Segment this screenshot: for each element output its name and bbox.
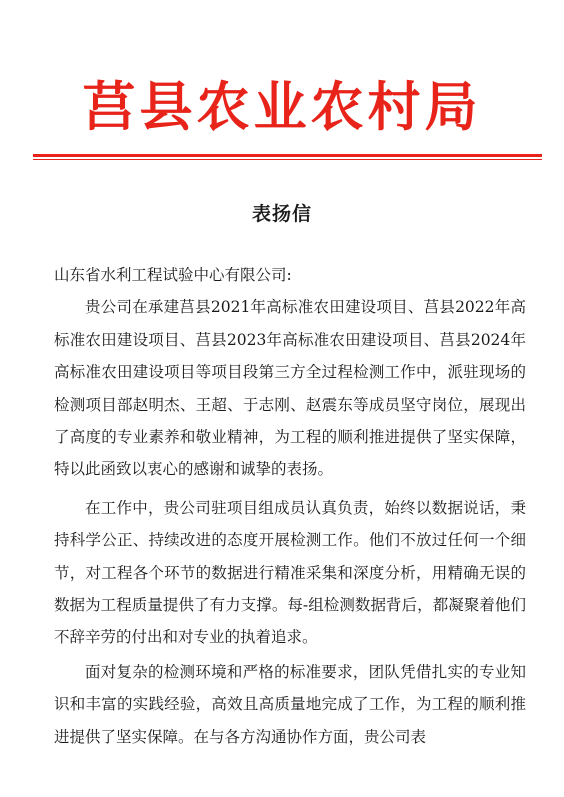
letter-body bbox=[54, 259, 526, 753]
letterhead-red-rule-thin bbox=[33, 159, 542, 160]
body-paragraph: 在工作中，贵公司驻项目组成员认真负责，始终以数据说话，秉持科学公正、持续改进的态度开展检测工作。他们不放过任何一个细节，对工程各个环节的数据进行精准采集和深度分析，用精确无误的数据为工程质量提供了有力支撑。每-组检测数据背后，都凝聚着他们不辞辛劳的付出和对专业的执着追求。 bbox=[54, 498, 526, 647]
letterhead-red-rule bbox=[33, 154, 542, 157]
salutation: 山东省水利工程试验中心有限公司: bbox=[54, 266, 292, 284]
document-title: 表扬信 bbox=[251, 203, 312, 225]
body-paragraph: 面对复杂的检测环境和严格的标准要求，团队凭借扎实的专业知识和丰富的实践经验，高效且高质量地完成了工作，为工程的顺利推进提供了坚实保障。在与各方沟通协作方面，贵公司表 bbox=[54, 662, 526, 746]
body-paragraph: 贵公司在承建莒县2021年高标准农田建设项目、莒县2022年高标准农田建设项目、莒县2023年高标准农田建设项目、莒县2024年高标准农田建设项目等项目段第三方全过程检测工作中，派驻现场的检测项目部赵明杰、王超、于志刚、赵震东等成员坚守岗位，展现出了高度的专业素养和敬业精神，为工程的顺利推进提供了坚实保障，特以此函致以衷心的感谢和诚挚的表扬。 bbox=[54, 298, 526, 479]
letterhead-organization: 莒县农业农村局 bbox=[82, 76, 482, 138]
